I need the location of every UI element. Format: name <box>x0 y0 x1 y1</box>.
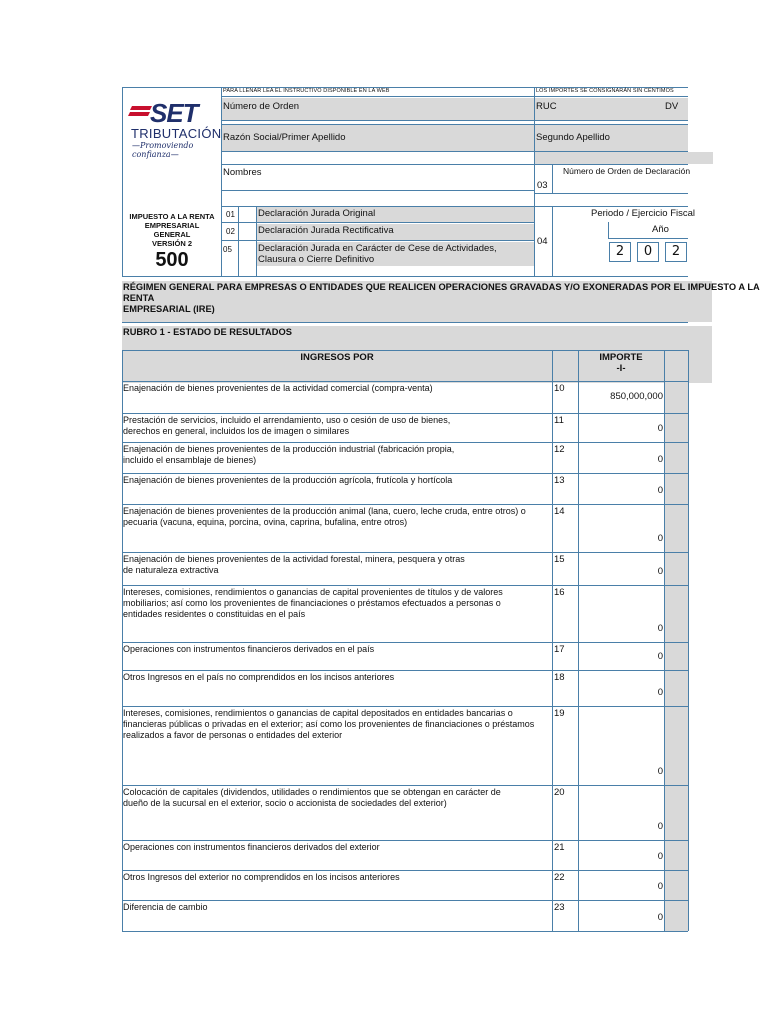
row-description: Operaciones con instrumentos financieros derivados en el país <box>123 644 375 654</box>
numero-orden-declaracion-label: Número de Orden de Declaración <box>563 166 691 176</box>
row-description: Enajenación de bienes provenientes de la producción animal (lana, cuero, leche cruda, entre otros) o pecuaria (vacuna, equina, porcina, ovina, caprina, bufalina, entre otros) <box>123 506 526 527</box>
form-number: 500 <box>155 249 189 271</box>
row-code: 15 <box>554 554 565 565</box>
row-description: Otros Ingresos en el país no comprendidos en los incisos anteriores <box>123 672 395 682</box>
field-04-code: 04 <box>537 236 548 247</box>
row-importe-value[interactable]: 0 <box>657 881 663 892</box>
segundo-apellido-label: Segundo Apellido <box>536 132 610 143</box>
row-code: 10 <box>554 383 565 394</box>
row-importe-value[interactable]: 0 <box>657 912 663 923</box>
row-gray-cell <box>665 786 688 840</box>
row-code: 16 <box>554 587 565 598</box>
regimen-title: RÉGIMEN GENERAL PARA EMPRESAS O ENTIDADES QUE REALICEN OPERACIONES GRAVADAS Y/O EXONERADAS POR EL IMPUESTO A LA RENTA EMPRESARIAL (IRE) <box>123 282 760 314</box>
row-importe-value[interactable]: 0 <box>657 687 663 698</box>
form-title: IMPUESTO A LA RENTA EMPRESARIAL GENERAL VERSIÓN 2 <box>129 212 215 248</box>
anio-label: Año <box>652 224 669 235</box>
periodo-label: Periodo / Ejercicio Fiscal <box>591 208 696 219</box>
dv-label: DV <box>665 101 679 112</box>
row-code: 14 <box>554 506 565 517</box>
row-gray-cell <box>665 553 688 585</box>
row-code: 17 <box>554 644 565 655</box>
field-03-code: 03 <box>537 180 548 191</box>
row-gray-cell <box>665 382 688 413</box>
row-gray-cell <box>665 474 688 504</box>
row-gray-cell <box>665 871 688 900</box>
logo-text: SET <box>150 98 198 128</box>
option-code-02: 02 <box>226 227 235 236</box>
row-importe-value[interactable]: 0 <box>657 485 663 496</box>
row-description: Diferencia de cambio <box>123 902 208 912</box>
row-importe-value[interactable]: 0 <box>657 651 663 662</box>
row-description: Enajenación de bienes provenientes de la actividad comercial (compra-venta) <box>123 383 433 393</box>
option-code-05: 05 <box>223 245 232 254</box>
row-importe-value[interactable]: 0 <box>657 766 663 777</box>
row-importe-value[interactable]: 0 <box>657 851 663 862</box>
instructivo-note: PARA LLENAR LEA EL INSTRUCTIVO DISPONIBLE EN LA WEB <box>223 88 390 94</box>
row-description: Enajenación de bienes provenientes de la producción agrícola, frutícola y hortícola <box>123 475 453 485</box>
set-logo <box>128 98 222 159</box>
option-label-rectificativa[interactable]: Declaración Jurada Rectificativa <box>258 225 394 236</box>
row-code: 11 <box>554 415 564 426</box>
importes-note: LOS IMPORTES SE CONSIGNARÁN SIN CÉNTIMOS <box>536 88 674 94</box>
year-digit-1[interactable]: 2 <box>609 242 631 262</box>
row-importe-value[interactable]: 0 <box>657 454 663 465</box>
row-code: 21 <box>554 842 565 853</box>
row-description: Operaciones con instrumentos financieros derivados del exterior <box>123 842 380 852</box>
row-code: 13 <box>554 475 565 486</box>
option-label-cese[interactable]: Declaración Jurada en Carácter de Cese de Actividades, Clausura o Cierre Definitivo <box>258 243 497 265</box>
row-description: Enajenación de bienes provenientes de la producción industrial (fabricación propia, incluido el ensamblaje de bienes) <box>123 444 455 465</box>
rubro-title: RUBRO 1 - ESTADO DE RESULTADOS <box>123 327 292 337</box>
row-description: Enajenación de bienes provenientes de la actividad forestal, minera, pesquera y otras de naturaleza extractiva <box>123 554 465 575</box>
row-gray-cell <box>665 443 688 473</box>
row-code: 12 <box>554 444 565 455</box>
nombres-label: Nombres <box>223 167 262 178</box>
row-description: Intereses, comisiones, rendimientos o ganancias de capital depositados en entidades bancarias o financieras públicas o privadas en el exterior; así como los provenientes de financiaciones o préstamos realizados a favor de personas o entidades del exterior <box>123 708 535 740</box>
row-description: Prestación de servicios, incluido el arrendamiento, uso o cesión de uso de bienes, derechos en general, incluidos los de imagen o similares <box>123 415 451 436</box>
year-digit-2[interactable]: 0 <box>637 242 659 262</box>
row-code: 20 <box>554 787 565 798</box>
row-gray-cell <box>665 505 688 552</box>
row-code: 18 <box>554 672 565 683</box>
logo-subtitle: TRIBUTACIÓN <box>131 126 222 141</box>
row-gray-cell <box>665 901 688 931</box>
row-code: 19 <box>554 708 565 719</box>
row-description: Colocación de capitales (dividendos, utilidades o rendimientos que se obtengan en carácter de dueño de la sucursal en el exterior, socio o accionista de sociedades del exterior) <box>123 787 501 808</box>
row-code: 23 <box>554 902 565 913</box>
row-importe-value[interactable]: 0 <box>657 423 663 434</box>
row-importe-value[interactable]: 0 <box>657 566 663 577</box>
column-importe: IMPORTE -I- <box>599 352 643 374</box>
numero-orden-label: Número de Orden <box>223 101 300 112</box>
row-description: Otros Ingresos del exterior no comprendidos en los incisos anteriores <box>123 872 400 882</box>
row-importe-value[interactable]: 850,000,000 <box>610 391 663 402</box>
razon-social-label: Razón Social/Primer Apellido <box>223 132 346 143</box>
row-importe-value[interactable]: 0 <box>657 623 663 634</box>
row-description: Intereses, comisiones, rendimientos o ganancias de capital provenientes de títulos y de valores mobiliarios; así como los provenientes de financiaciones o préstamos efectuados a personas o entidades residentes o constituidas en el país <box>123 587 503 619</box>
row-gray-cell <box>665 586 688 642</box>
row-importe-value[interactable]: 0 <box>657 821 663 832</box>
logo-tagline: —Promoviendo confianza— <box>132 141 194 159</box>
year-digit-3[interactable]: 2 <box>665 242 687 262</box>
row-importe-value[interactable]: 0 <box>657 533 663 544</box>
column-ingresos-por: INGRESOS POR <box>300 352 374 363</box>
row-gray-cell <box>665 841 688 870</box>
option-label-original[interactable]: Declaración Jurada Original <box>258 208 376 219</box>
ruc-label: RUC <box>536 101 557 112</box>
row-gray-cell <box>665 414 688 442</box>
row-gray-cell <box>665 707 688 785</box>
row-code: 22 <box>554 872 565 883</box>
row-gray-cell <box>665 671 688 706</box>
row-gray-cell <box>665 643 688 670</box>
option-code-01: 01 <box>226 210 235 219</box>
